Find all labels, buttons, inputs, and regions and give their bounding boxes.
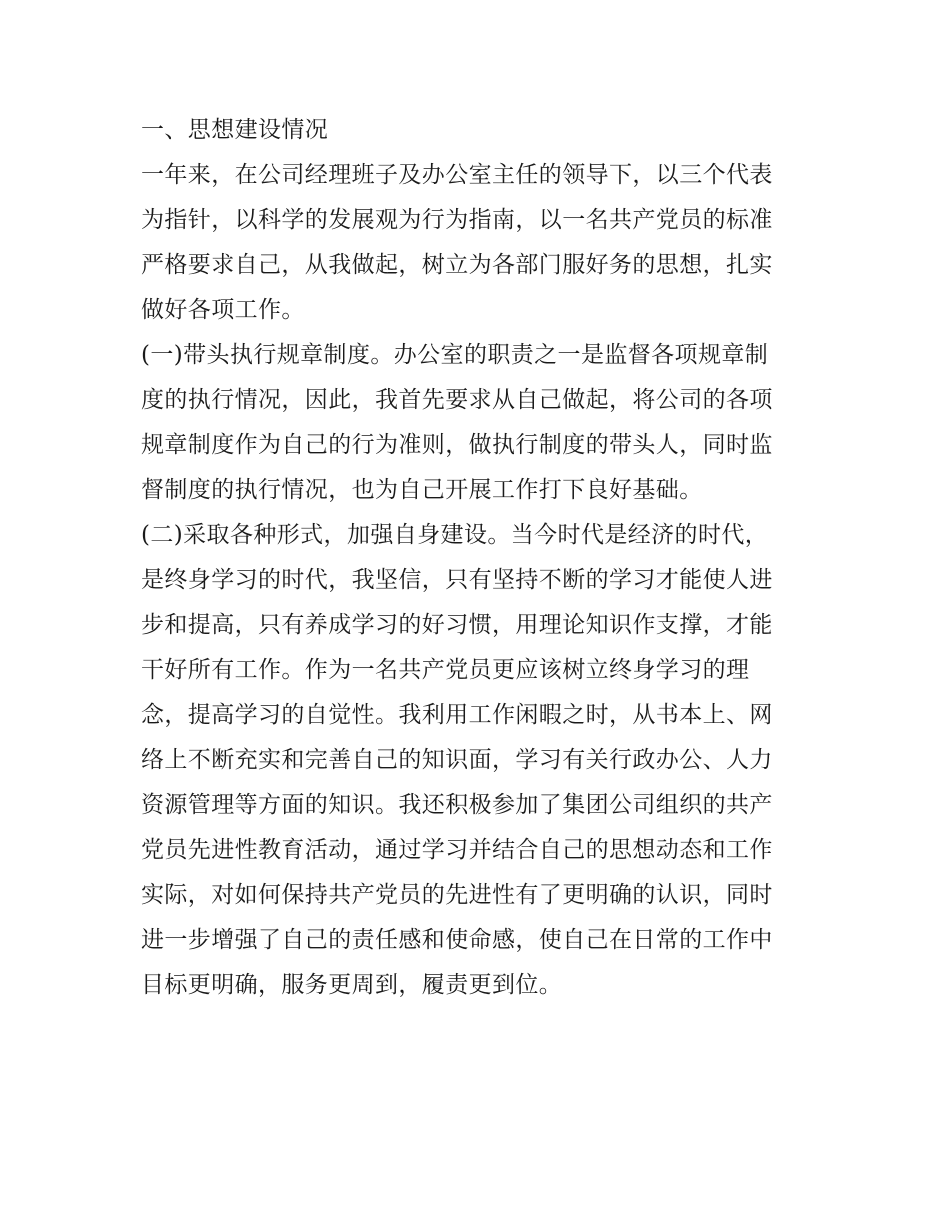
text-line: 进一步增强了自己的责任感和使命感，使自己在日常的工作中 (141, 927, 773, 953)
text-line: 党员先进性教育活动，通过学习并结合自己的思想动态和工作 (141, 837, 773, 863)
text-line: 实际，对如何保持共产党员的先进性有了更明确的认识，同时 (141, 882, 773, 908)
text-line: 为指针，以科学的发展观为行为指南，以一名共产党员的标准 (141, 207, 773, 233)
text-line: 规章制度作为自己的行为准则，做执行制度的带头人，同时监 (141, 432, 773, 458)
text-line: (一)带头执行规章制度。办公室的职责之一是监督各项规章制 (141, 342, 769, 368)
text-line: 督制度的执行情况，也为自己开展工作打下良好基础。 (141, 477, 703, 503)
text-line: 目标更明确，服务更周到，履责更到位。 (141, 972, 563, 998)
text-line: (二)采取各种形式，加强自身建设。当今时代是经济的时代， (141, 522, 769, 548)
text-line: 资源管理等方面的知识。我还积极参加了集团公司组织的共产 (141, 792, 773, 818)
text-line: 度的执行情况，因此，我首先要求从自己做起，将公司的各项 (141, 387, 773, 413)
document-body (141, 108, 821, 1008)
text-line: 络上不断充实和完善自己的知识面，学习有关行政办公、人力 (141, 747, 773, 773)
text-line: 严格要求自己，从我做起，树立为各部门服好务的思想，扎实 (141, 252, 773, 278)
section-heading: 一、思想建设情况 (141, 117, 329, 143)
text-line: 是终身学习的时代，我坚信，只有坚持不断的学习才能使人进 (141, 567, 773, 593)
text-line: 一年来，在公司经理班子及办公室主任的领导下，以三个代表 (141, 162, 773, 188)
text-line: 干好所有工作。作为一名共产党员更应该树立终身学习的理 (141, 657, 750, 683)
text-line: 做好各项工作。 (141, 297, 305, 323)
text-line: 步和提高，只有养成学习的好习惯，用理论知识作支撑，才能 (141, 612, 773, 638)
text-line: 念，提高学习的自觉性。我利用工作闲暇之时，从书本上、网 (141, 702, 773, 728)
